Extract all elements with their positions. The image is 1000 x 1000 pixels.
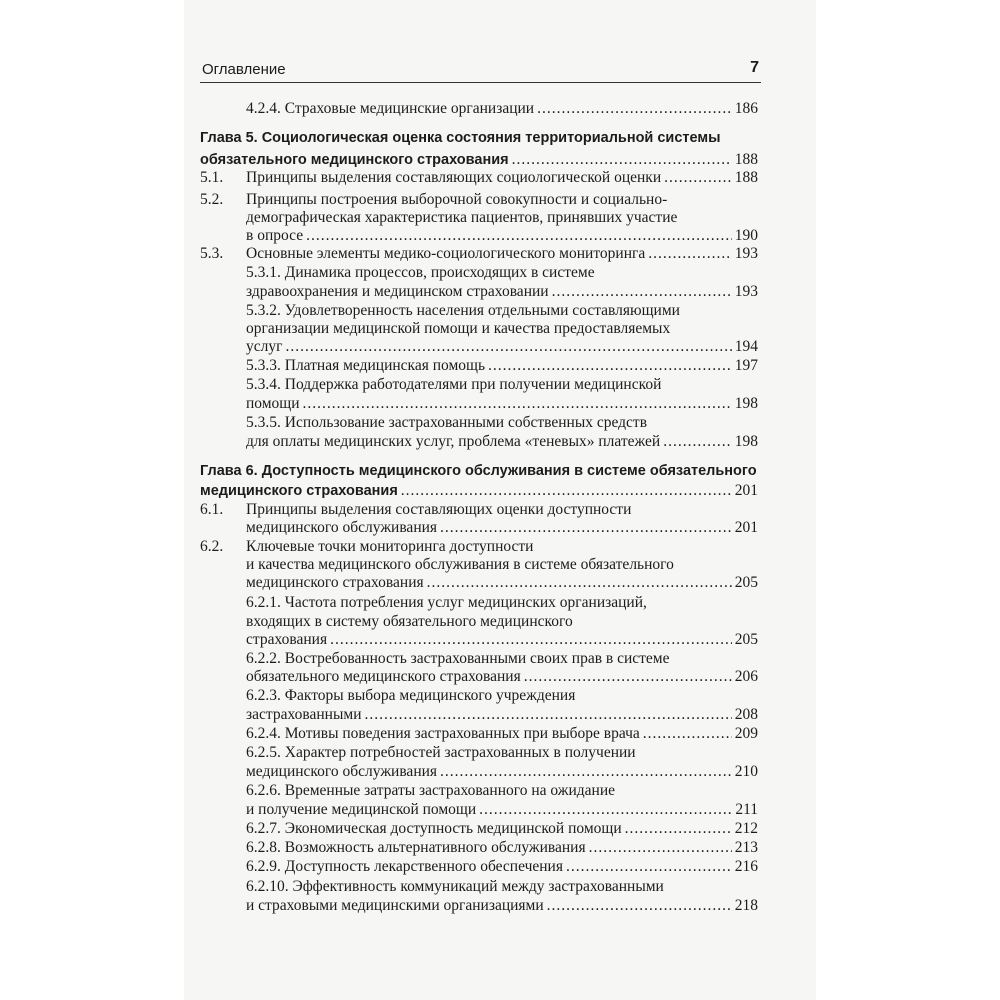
toc-entry-5-3-1-line1: 5.3.1. Динамика процессов, происходящих в системе — [246, 264, 595, 281]
toc-entry-6-2 — [246, 572, 758, 594]
toc-chapter-6-title: Глава 6. Доступность медицинского обслуживания в системе обязательного — [200, 463, 757, 479]
toc-entry-page: 205 — [734, 574, 758, 591]
toc-entry-title: медицинского страхования — [246, 574, 424, 591]
toc-entry-page: 190 — [734, 227, 758, 244]
toc-entry-page: 209 — [734, 725, 758, 742]
toc-entry-title: 6.2.9. Доступность лекарственного обеспечения — [246, 858, 563, 875]
toc-entry-page: 193 — [734, 245, 758, 262]
toc-leader — [427, 572, 732, 594]
toc-entry-5-3-5-line1: 5.3.5. Использование застрахованными собственных средств — [246, 414, 648, 431]
toc-entry-6-2-line1: Ключевые точки мониторинга доступности — [246, 538, 534, 555]
toc-entry-title: и получение медицинской помощи — [246, 801, 477, 818]
toc-entry-page: 211 — [735, 801, 758, 818]
toc-entry-6-2-2-line1: 6.2.2. Востребованность застрахованными своих прав в системе — [246, 650, 670, 667]
book-page — [184, 0, 816, 1000]
toc-leader — [537, 98, 732, 120]
toc-entry-title: 6.2.4. Мотивы поведения застрахованных при выборе врача — [246, 725, 640, 742]
toc-entry-title: медицинского обслуживания — [246, 519, 438, 536]
toc-entry-5-3-4-line1: 5.3.4. Поддержка работодателями при получении медицинской — [246, 376, 662, 393]
toc-leader — [566, 856, 732, 878]
toc-entry-title: для оплаты медицинских услуг, проблема «теневых» платежей — [246, 433, 661, 450]
toc-entry-title: в опросе — [246, 227, 304, 244]
toc-leader — [547, 895, 732, 917]
toc-entry-6-2-line2: и качества медицинского обслуживания в системе обязательного — [246, 556, 674, 573]
toc-entry-title: 4.2.4. Страховые медицинские организации — [246, 100, 535, 117]
toc-entry-page: 188 — [734, 169, 758, 186]
toc-leader — [643, 723, 732, 745]
toc-entry-page: 212 — [734, 820, 758, 837]
running-header — [200, 58, 761, 83]
toc-entry-6-2-3-line1: 6.2.3. Факторы выбора медицинского учреждения — [246, 687, 576, 704]
toc-entry-page: 216 — [734, 858, 758, 875]
toc-entry-page: 205 — [734, 631, 758, 648]
toc-entry-title: медицинского обслуживания — [246, 763, 438, 780]
toc-entry-title: застрахованными — [246, 706, 362, 723]
toc-entry-6-1-line1: Принципы выделения составляющих оценки доступности — [246, 501, 632, 518]
toc-leader — [664, 167, 732, 189]
toc-entry-page: 198 — [734, 395, 758, 412]
toc-entry-page: 197 — [734, 357, 758, 374]
toc-entry-page: 186 — [734, 100, 758, 117]
toc-entry-6-2-10-line1: 6.2.10. Эффективность коммуникаций между застрахованными — [246, 878, 664, 895]
toc-section-number: 5.1. — [200, 169, 224, 186]
toc-entry-6-2-10 — [246, 895, 758, 917]
toc-entry-6-2-5-line1: 6.2.5. Характер потребностей застрахованных в получении — [246, 744, 636, 761]
toc-entry-page: 194 — [734, 338, 758, 355]
toc-entry-6-2-1-line1: 6.2.1. Частота потребления услуг медицинских организаций, — [246, 594, 647, 611]
toc-entry-page: 201 — [734, 519, 758, 536]
toc-entry-page: 201 — [734, 482, 758, 499]
toc-entry-title: помощи — [246, 395, 300, 412]
toc-entry-title: 6.2.8. Возможность альтернативного обслуживания — [246, 839, 586, 856]
toc-entry-5-2-line2: демографическая характеристика пациентов, принявших участие — [246, 209, 678, 226]
toc-entry-title: 6.2.7. Экономическая доступность медицинской помощи — [246, 820, 622, 837]
toc-entry-page: 193 — [734, 283, 758, 300]
toc-entry-6-2-1-line2: входящих в систему обязательного медицинского — [246, 613, 573, 630]
toc-entry-5-1 — [246, 167, 758, 189]
toc-entry-page: 188 — [734, 151, 758, 168]
toc-entry-5-3-2-line2: организации медицинской помощи и качества предоставляемых — [246, 320, 671, 337]
toc-entry-title: обязательного медицинского страхования — [246, 668, 521, 685]
toc-entry-page: 218 — [734, 897, 758, 914]
toc-entry-title: Основные элементы медико-социологического мониторинга — [246, 245, 646, 262]
toc-section-number: 5.2. — [200, 191, 224, 208]
page-number: 7 — [750, 59, 759, 76]
toc-entry-4-2-4 — [246, 98, 758, 120]
toc-entry-6-2-9 — [246, 856, 758, 878]
toc-entry-6-2-6-line1: 6.2.6. Временные затраты застрахованного на ожидание — [246, 782, 615, 799]
toc-entry-title: медицинского страхования — [200, 483, 398, 499]
toc-entry-page: 213 — [734, 839, 758, 856]
toc-entry-title: здравоохранения и медицинском страховании — [246, 283, 549, 300]
section-title: Оглавление — [202, 61, 286, 78]
toc-entry-title: и страховыми медицинскими организациями — [246, 897, 544, 914]
toc-entry-5-3-5 — [246, 431, 758, 453]
toc-entry-5-2-line1: Принципы построения выборочной совокупности и социально- — [246, 191, 668, 208]
toc-entry-title: обязательного медицинского страхования — [200, 152, 509, 168]
toc-leader — [663, 431, 732, 453]
toc-entry-title: услуг — [246, 338, 283, 355]
toc-entry-5-3-2-line1: 5.3.2. Удовлетворенность населения отдельными составляющими — [246, 302, 680, 319]
toc-entry-page: 206 — [734, 668, 758, 685]
toc-leader — [648, 243, 732, 265]
toc-entry-title: страхования — [246, 631, 328, 648]
toc-chapter-5-title: Глава 5. Социологическая оценка состояния территориальной системы — [200, 130, 721, 146]
toc-entry-page: 210 — [734, 763, 758, 780]
toc-entry-page: 208 — [734, 706, 758, 723]
toc-entry-page: 198 — [734, 433, 758, 450]
toc-entry-title: 5.3.3. Платная медицинская помощь — [246, 357, 486, 374]
toc-entry-title: Принципы выделения составляющих социологической оценки — [246, 169, 662, 186]
toc-section-number: 6.1. — [200, 501, 224, 518]
toc-section-number: 6.2. — [200, 538, 224, 555]
toc-section-number: 5.3. — [200, 245, 224, 262]
